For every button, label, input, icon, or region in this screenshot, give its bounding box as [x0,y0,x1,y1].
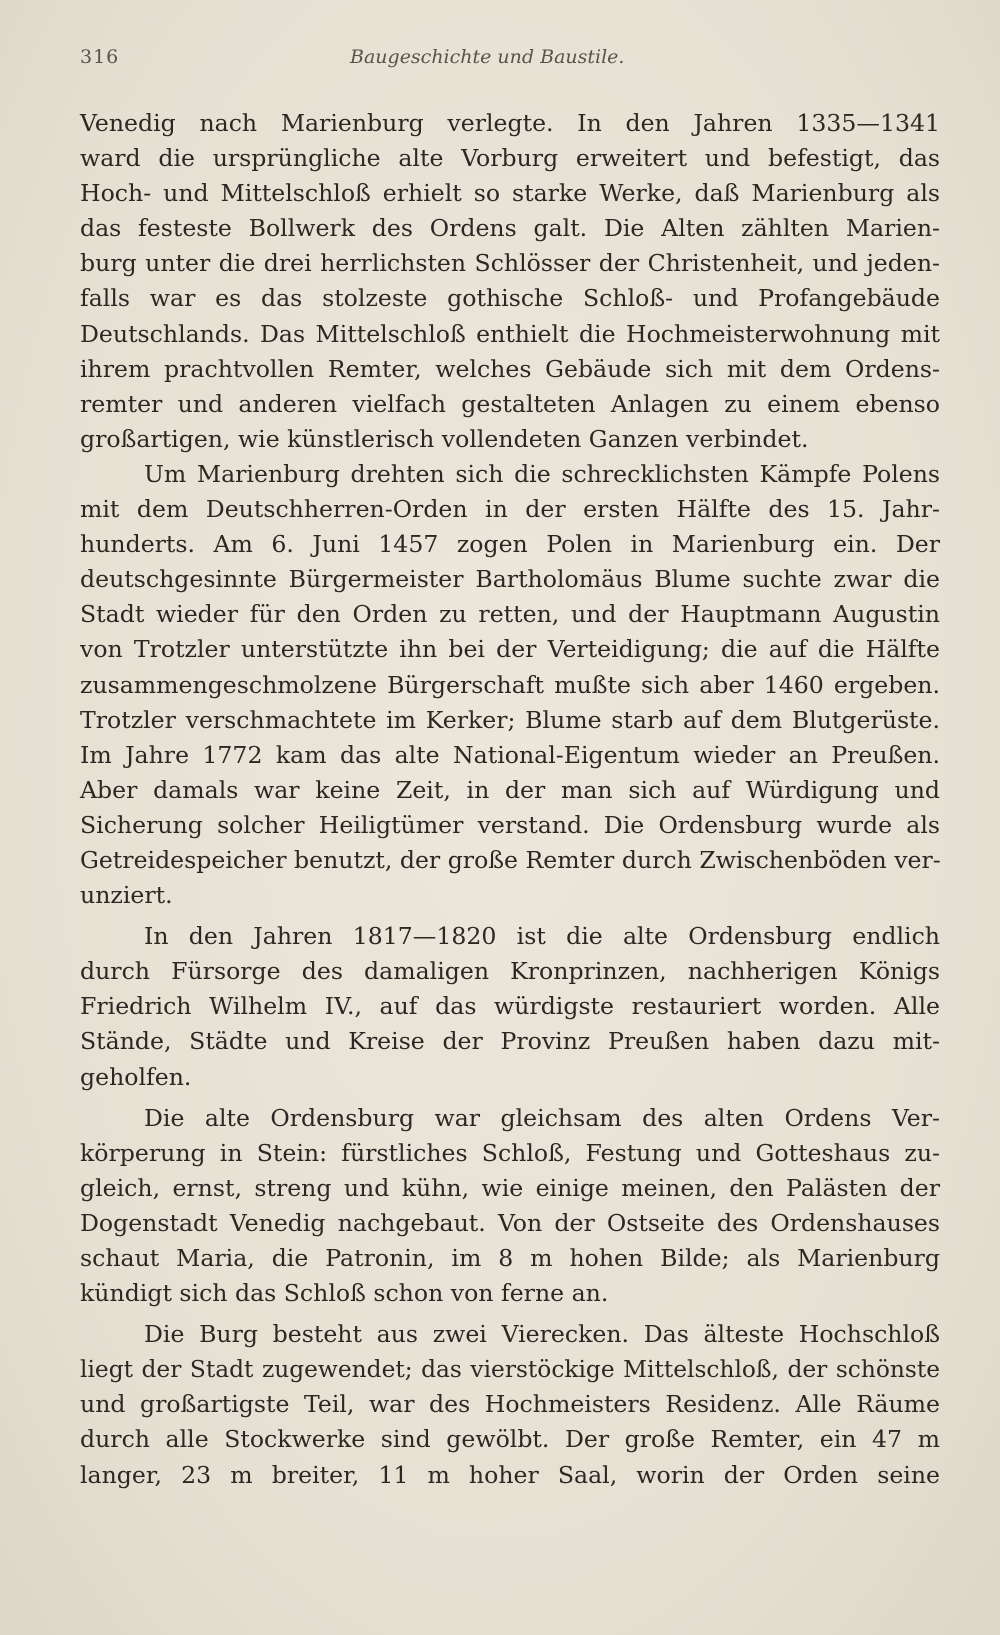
text-line: Die Burg besteht aus zwei Vierecken. Das älteste Hochschloß [144,1320,940,1349]
text-line: hunderts. Am 6. Juni 1457 zogen Polen in Marienburg ein. Der [80,530,940,559]
paragraph [80,106,940,457]
body-text [80,106,940,1493]
text-line: Die alte Ordensburg war gleichsam des alten Ordens Ver- [144,1103,940,1132]
paragraph [80,457,940,913]
paragraph [80,1317,940,1492]
page-header [80,46,940,76]
text-line: großartigen, wie künstlerisch vollendeten Ganzen verbindet. [80,424,809,453]
text-line: In den Jahren 1817—1820 ist die alte Ordensburg endlich [144,922,940,951]
text-line: burg unter die drei herrlichsten Schlösser der Christenheit, und jeden- [80,249,940,278]
text-line: Friedrich Wilhelm IV., auf das würdigste restauriert worden. Alle [80,992,940,1021]
text-line: Stadt wieder für den Orden zu retten, und der Hauptmann Augustin [80,600,940,629]
text-line: kündigt sich das Schloß schon von ferne an. [80,1279,609,1308]
text-line: gleich, ernst, streng und kühn, wie einige meinen, den Palästen der [80,1173,940,1202]
text-line: Stände, Städte und Kreise der Provinz Preußen haben dazu mit- [80,1027,940,1056]
text-line: deutschgesinnte Bürgermeister Bartholomäus Blume suchte zwar die [80,565,940,594]
text-line: falls war es das stolzeste gothische Schloß- und Profangebäude [80,284,940,313]
text-line: und großartigste Teil, war des Hochmeisters Residenz. Alle Räume [80,1390,940,1419]
text-line: remter und anderen vielfach gestalteten Anlagen zu einem ebenso [80,389,940,418]
paragraph [80,1101,940,1312]
text-line: unziert. [80,881,173,910]
page-number: 316 [80,46,120,68]
text-line: Hoch- und Mittelschloß erhielt so starke Werke, daß Marienburg als [80,179,940,208]
text-line: körperung in Stein: fürstliches Schloß, Festung und Gotteshaus zu- [80,1138,940,1167]
text-line: durch Fürsorge des damaligen Kronprinzen, nachherigen Königs [80,957,940,986]
text-line: Aber damals war keine Zeit, in der man sich auf Würdigung und [80,775,940,804]
running-title: Baugeschichte und Baustile. [350,46,625,68]
text-line: Dogenstadt Venedig nachgebaut. Von der Ostseite des Ordenshauses [80,1208,940,1237]
text-line: Deutschlands. Das Mittelschloß enthielt die Hochmeisterwohnung mit [80,319,940,348]
text-line: durch alle Stockwerke sind gewölbt. Der große Remter, ein 47 m [80,1425,940,1454]
text-line: mit dem Deutschherren-Orden in der ersten Hälfte des 15. Jahr- [80,495,940,524]
text-line: Im Jahre 1772 kam das alte National-Eigentum wieder an Preußen. [80,740,940,769]
text-line: Trotzler verschmachtete im Kerker; Blume starb auf dem Blutgerüste. [80,705,940,734]
text-line: langer, 23 m breiter, 11 m hoher Saal, worin der Orden seine [80,1460,940,1489]
text-line: Getreidespeicher benutzt, der große Remter durch Zwischenböden ver- [80,845,941,874]
text-line: zusammengeschmolzene Bürgerschaft mußte sich aber 1460 ergeben. [80,670,940,699]
text-line: ihrem prachtvollen Remter, welches Gebäude sich mit dem Ordens- [80,354,940,383]
text-line: liegt der Stadt zugewendet; das vierstöckige Mittelschloß, der schönste [80,1356,940,1384]
paragraph [80,919,940,1094]
text-line: Sicherung solcher Heiligtümer verstand. Die Ordensburg wurde als [80,810,940,839]
text-line: Venedig nach Marienburg verlegte. In den Jahren 1335—1341 [80,109,940,137]
text-line: Um Marienburg drehten sich die schrecklichsten Kämpfe Polens [144,459,940,488]
text-line: ward die ursprüngliche alte Vorburg erweitert und befestigt, das [80,144,940,173]
text-line: das festeste Bollwerk des Ordens galt. Die Alten zählten Marien- [80,214,940,243]
text-line: geholfen. [80,1062,192,1091]
text-line: von Trotzler unterstützte ihn bei der Verteidigung; die auf die Hälfte [80,635,940,664]
text-line: schaut Maria, die Patronin, im 8 m hohen Bilde; als Marienburg [80,1244,940,1272]
